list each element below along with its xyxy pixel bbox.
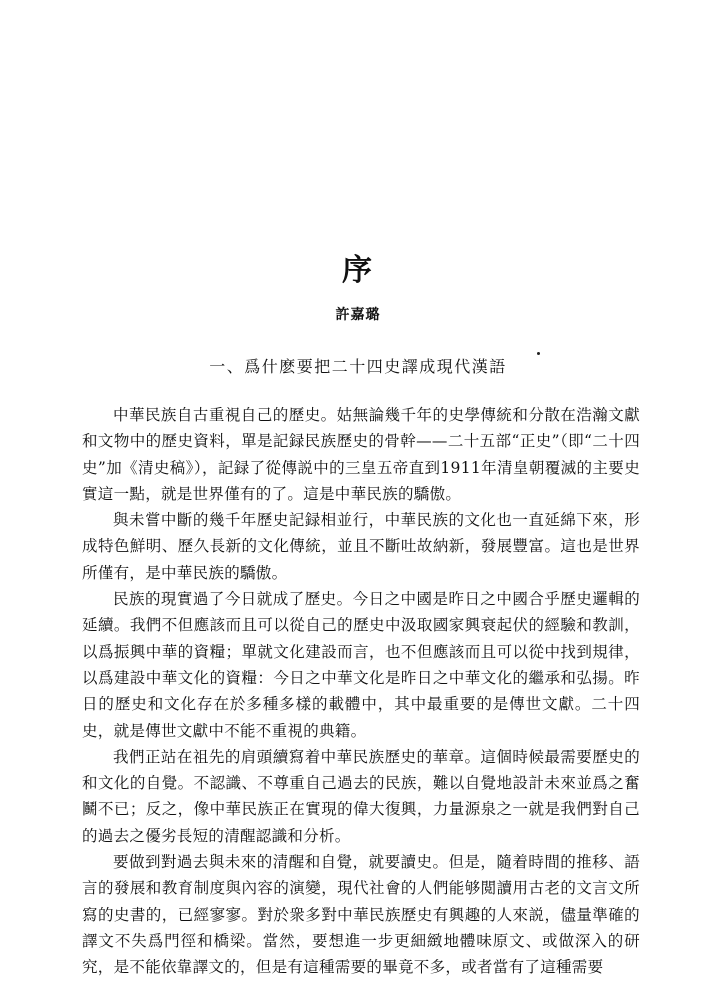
body-text [82, 402, 640, 981]
author-name: 許嘉璐 [335, 307, 381, 323]
paragraph: 我們正站在祖先的肩頭續寫着中華民族歷史的華章。這個時候最需要歷史的和文化的自覺。不認識、不尊重自己過去的民族，難以自覺地設計未來並爲之奮鬭不已；反之，像中華民族正在實現的偉大復興，力量源泉之一就是我們對自己的過去之優劣長短的清醒認識和分析。 [82, 747, 640, 845]
paragraph: 要做到對過去與未來的清醒和自覺，就要讀史。但是，隨着時間的推移、語言的發展和教育制度與內容的演變，現代社會的人們能够閲讀用古老的文言文所寫的史書的，已經寥寥。對於衆多對中華民族歷史有興趣的人來説，儘量準確的譯文不失爲門徑和橋梁。當然，要想進一步更細緻地體味原文、或做深入的研究，是不能依靠譯文的，但是有這種需要的畢竟不多，或者當有了這種需要 [82, 853, 640, 977]
paragraph: 與未嘗中斷的幾千年歷史記録相並行，中華民族的文化也一直延綿下來，形成特色鮮明、歷久長新的文化傳統，並且不斷吐故納新，發展豐富。這也是世界所僅有，是中華民族的驕傲。 [82, 511, 640, 582]
paragraph: 民族的現實過了今日就成了歷史。今日之中國是昨日之中國合乎歷史邏輯的延續。我們不但應該而且可以從自己的歷史中汲取國家興衰起伏的經驗和教訓，以爲振興中華的資糧；單就文化建設而言，也不但應該而且可以從中找到規律，以爲建設中華文化的資糧：今日之中華文化是昨日之中華文化的繼承和弘揚。昨日的歷史和文化存在於多種多樣的載體中，其中最重要的是傳世文獻。二十四史，就是傳世文獻中不能不重視的典籍。 [82, 590, 640, 740]
section-heading: 一、爲什麽要把二十四史譯成現代漢語 [209, 357, 507, 376]
scan-speck [537, 352, 540, 355]
page-title: 序 [342, 253, 374, 288]
paragraph: 中華民族自古重視自己的歷史。姑無論幾千年的史學傳統和分散在浩瀚文獻和文物中的歷史資料，單是記録民族歷史的骨幹——二十五部“正史”（即“二十四史”加《清史稿》），記録了從傳説中的三皇五帝直到1911年清皇朝覆滅的主要史實這一點，就是世界僅有的了。這是中華民族的驕傲。 [82, 406, 640, 503]
